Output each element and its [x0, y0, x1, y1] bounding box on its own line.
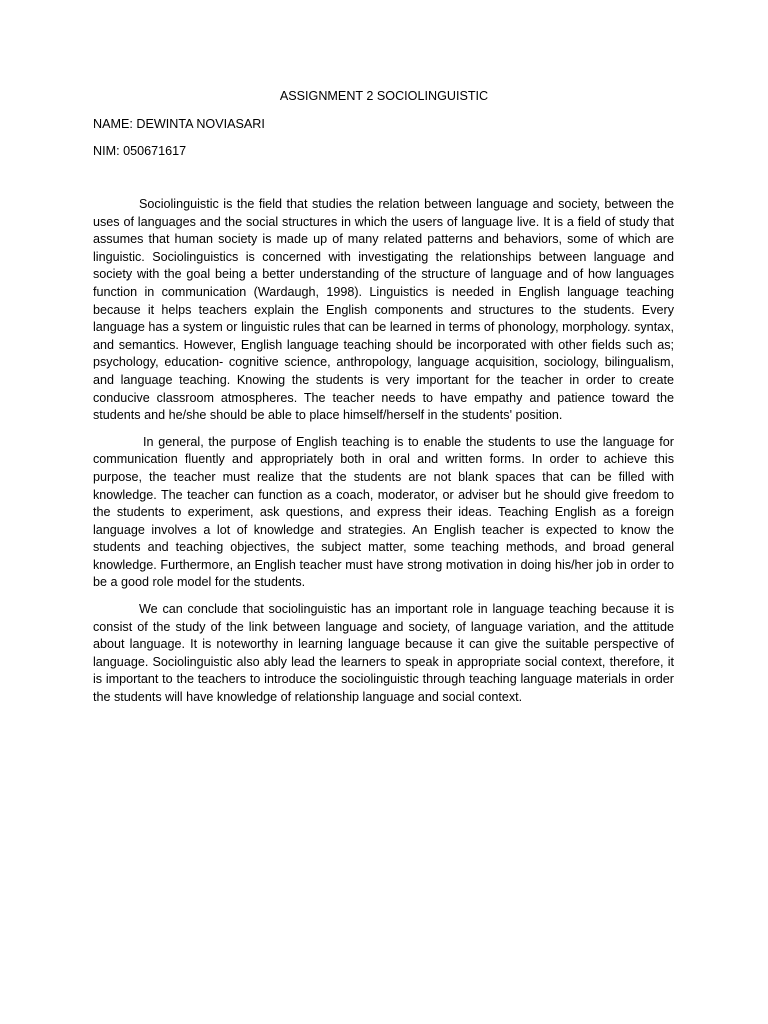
paragraph-2: In general, the purpose of English teaching is to enable the students to use the language for communication fluently and appropriately both in oral and written forms. In order to achieve this purpose, the teacher must realize that the students are not blank spaces that can be filled with knowledge. The teacher can function as a coach, moderator, or adviser but he should give freedom to the students to experiment, ask questions, and express their ideas. Teaching English as a foreign language involves a lot of knowledge and strategies. An English teacher is expected to know the students and teaching objectives, the subject matter, some teaching methods, and broad general knowledge. Furthermore, an English teacher must have strong motivation in doing his/her job in order to be a good role model for the students. [93, 434, 674, 590]
student-name: NAME: DEWINTA NOVIASARI [93, 117, 265, 131]
paragraph-1: Sociolinguistic is the field that studies the relation between language and society, between the uses of languages and the social structures in which the users of language live. It is a field of study that assumes that human society is made up of many related patterns and behaviors, some of which are linguistic. Sociolinguistics is concerned with investigating the relationships between language and society with the goal being a better understanding of the structure of language and of how languages function in communication (Wardaugh, 1998). Linguistics is needed in English language teaching because it helps teachers explain the English components and structures to the students. Every language has a system or linguistic rules that can be learned in terms of phonology, morphology. syntax, and semantics. However, English language teaching should be incorporated with other fields such as; psychology, education- cognitive science, anthropology, language acquisition, sociology, bilingualism, and language teaching. Knowing the students is very important for the teacher in order to create conducive classroom atmospheres. The teacher needs to have empathy and patience toward the students and he/she should be able to place himself/herself in the students' position. [93, 197, 674, 423]
document-title: ASSIGNMENT 2 SOCIOLINGUISTIC [279, 89, 489, 103]
student-nim: NIM: 050671617 [93, 144, 187, 158]
document-body [93, 196, 674, 716]
paragraph-3: We can conclude that sociolinguistic has an important role in language teaching because it is consist of the study of the link between language and society, of language variation, and the attitude about language. It is noteworthy in learning language because it can give the suitable perspective of language. Sociolinguistic also ably lead the learners to speak in appropriate social context, therefore, it is important to the teachers to introduce the sociolinguistic through teaching language materials in order the students will have knowledge of relationship language and social context. [93, 602, 674, 705]
